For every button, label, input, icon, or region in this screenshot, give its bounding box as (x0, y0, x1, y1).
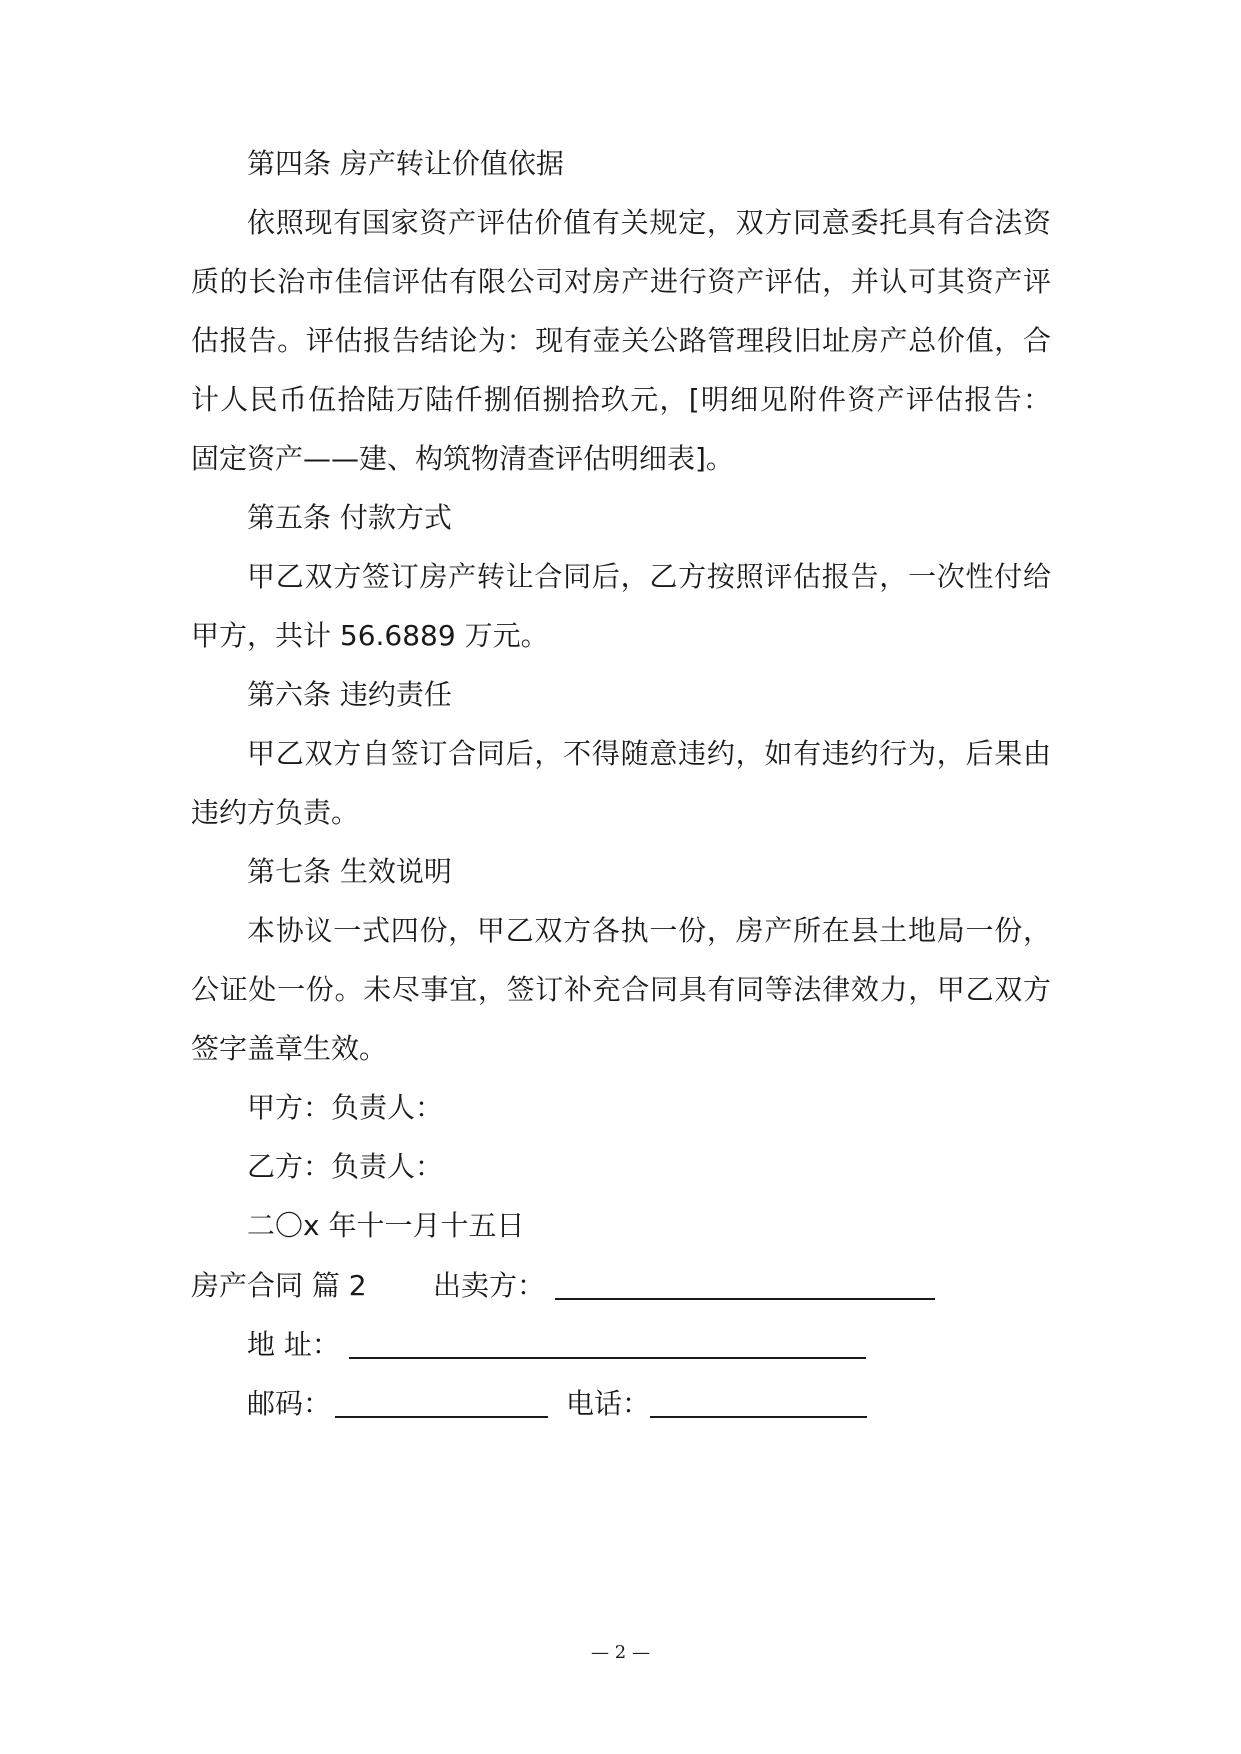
article4-line-2: 质的长治市佳信评估有限公司对房产进行资产评估，并认可其资产评 (191, 265, 1051, 298)
page-number: — 2 — (591, 1642, 650, 1663)
article4-line-3: 估报告。评估报告结论为：现有壶关公路管理段旧址房产总价值，合 (191, 324, 1051, 357)
article4-heading: 第四条 房产转让价值依据 (247, 147, 564, 180)
article4-line-4: 计人民币伍拾陆万陆仟捌佰捌拾玖元，[明细见附件资产评估报告： (191, 383, 1051, 416)
article4-line-1: 依照现有国家资产评估价值有关规定，双方同意委托具有合法资 (247, 206, 1051, 239)
article6-heading: 第六条 违约责任 (247, 678, 452, 711)
article6-line-2: 违约方负责。 (191, 796, 360, 829)
address-blank-line[interactable] (349, 1357, 866, 1359)
article6-line-1: 甲乙双方自签订合同后，不得随意违约，如有违约行为，后果由 (247, 737, 1051, 770)
postcode-blank-line[interactable] (335, 1416, 548, 1418)
postcode-label: 邮码： (247, 1387, 332, 1420)
address-label: 地 址： (247, 1328, 340, 1361)
seller-blank-line[interactable] (555, 1298, 935, 1300)
party-b-signature: 乙方：负责人： (247, 1150, 444, 1183)
seller-label: 出卖方： (433, 1269, 546, 1302)
phone-blank-line[interactable] (650, 1416, 867, 1418)
article7-heading: 第七条 生效说明 (247, 855, 452, 888)
article5-heading: 第五条 付款方式 (247, 501, 452, 534)
party-a-signature: 甲方：负责人： (247, 1091, 444, 1124)
article5-line-2: 甲方，共计 56.6889 万元。 (191, 619, 549, 652)
contract2-title: 房产合同 篇 2 (191, 1269, 367, 1302)
phone-label: 电话： (566, 1387, 651, 1420)
article5-line-1: 甲乙双方签订房产转让合同后，乙方按照评估报告，一次性付给 (247, 560, 1051, 593)
signing-date: 二〇x 年十一月十五日 (247, 1209, 525, 1242)
article4-line-5: 固定资产——建、构筑物清查评估明细表]。 (191, 442, 734, 475)
article7-line-1: 本协议一式四份，甲乙双方各执一份，房产所在县土地局一份， (247, 914, 1051, 947)
article7-line-2: 公证处一份。未尽事宜，签订补充合同具有同等法律效力，甲乙双方 (191, 973, 1051, 1006)
article7-line-3: 签字盖章生效。 (191, 1032, 388, 1065)
